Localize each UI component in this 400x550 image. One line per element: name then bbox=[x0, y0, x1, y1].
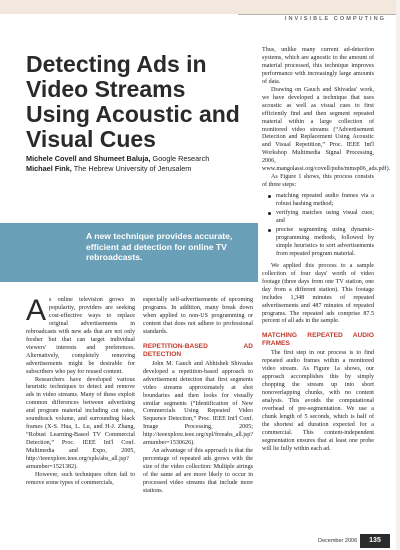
bullet-icon bbox=[268, 229, 271, 232]
author-affiliation-1: Google Research bbox=[150, 154, 210, 163]
paragraph: John M. Gauch and Abhishek Shivadas developed a repetition-based approach to advertisement detection that first segments video streams approximately at shot boundaries and then looks for visually similar segments (“Identification of New Commercials Using Repeated Video Sequence Detection,” Proc. IEEE Int'l Conf. Image Processing, 2005; http://ieeexplore.ieee.org/xpl/freeabs_all.jsp?arnumber=1530626). bbox=[143, 360, 254, 447]
author-line-1 bbox=[26, 154, 246, 164]
paragraph: The first step in our process is to find repeated audio frames within a monitored video stream. As Figure 1a shows, our approach accomplishes this by simply chopping the stream up into short nonoverlapping chunks, with no content analysis. This avoids the computational overhead of pre-segmentation. We use a chunk length of 5 seconds, which is half of the shortest ad duration expected for a commercial. This content-independent segmentation ensures that at least one probe will lie fully within each ad. bbox=[262, 350, 374, 452]
header-rule bbox=[238, 14, 400, 15]
list-item-text: precise segmenting using dynamic-programming methods, followed by simple heuristics to sort advertisements from repeated program material. bbox=[276, 226, 374, 257]
page-number: 135 bbox=[360, 534, 390, 548]
paragraph bbox=[26, 294, 135, 377]
author-affiliation-2: The Hebrew University of Jerusalem bbox=[71, 164, 192, 173]
author-block bbox=[26, 154, 246, 174]
top-color-band bbox=[0, 0, 400, 14]
callout-text: A new technique provides accurate, efficient ad detection for online TV rebroadcasts. bbox=[86, 231, 233, 263]
paragraph: However, such techniques often fail to remove some types of commercials, bbox=[26, 471, 135, 486]
paragraph-text: s online television grows in popularity, providers are seeking cost-effective ways to replace original advertisements in rebroadcasts with new ads that are not only fresher but that can target individual viewers' interests and preferences. Alternatively, completely removing advertisements might be desirable for subscribers who pay for reused content. bbox=[26, 297, 135, 375]
steps-list bbox=[262, 193, 374, 259]
list-item bbox=[276, 227, 374, 259]
footer-date: December 2006 bbox=[318, 538, 358, 544]
paragraph: Thus, unlike many current ad-detection systems, which are agnostic to the amount of material processed, this technique improves performance with increasingly large amounts of data. bbox=[262, 47, 374, 85]
author-line-2 bbox=[26, 164, 246, 174]
column-3 bbox=[262, 47, 391, 454]
summary-callout bbox=[0, 223, 258, 282]
paragraph: As Figure 1 shows, this process consists of three steps: bbox=[262, 174, 374, 189]
list-item bbox=[276, 193, 374, 209]
paragraph: Drawing on Gauch and Shivadas' work, we have developed a technique that uses acoustic as well as visual cues to first efficiently find and then segment repeated material within a large collection of monitored video streams (“Advertisement Detection and Replacement Using Acoustic and Visual Repetition,” Proc. IEEE Int'l Workshop Multimedia Signal Processing, 2006, www.mangolassi.org/covell/pubs/mmsp06_ads.pdf). bbox=[262, 86, 391, 173]
bullet-icon bbox=[268, 212, 271, 215]
article-title: Detecting Ads in Video Streams Using Acoustic and Visual Cues bbox=[26, 51, 240, 152]
paragraph: especially self-advertisements of upcoming programs. In addition, many break down when applied to non-US programming or content that does not adhere to professional standards. bbox=[143, 297, 253, 335]
section-label: INVISIBLE COMPUTING bbox=[284, 16, 386, 22]
paragraph: We applied this process to a sample collection of four days' worth of video footage (three days from one TV station, one day from a different station). This footage includes 1,348 minutes of repeated advertisements and 487 minutes of repeated programs. The repeated ads comprise 87.5 percent of all ads in the sample. bbox=[262, 262, 374, 325]
section-heading: MATCHING REPEATED AUDIO FRAMES bbox=[262, 332, 374, 348]
list-item bbox=[276, 210, 374, 226]
column-1 bbox=[26, 294, 135, 488]
column-2 bbox=[143, 297, 253, 496]
paragraph: An advantage of this approach is that the percentage of repeated ads grows with the size of the video collection: Multiple airings of the same ad are more likely to occur in processed video streams that include more stations. bbox=[143, 448, 253, 495]
paragraph: Researchers have developed various heuristic techniques to detect and remove ads in video streams. Many of these exploit common differences between advertising and program material including cut rates, soundtrack volume, and surrounding black frames (X-S. Hua, L. Lu, and H-J. Zhang, “Robust Learning-Based TV Commercial Detection,” Proc. IEEE Int'l Conf. Multimedia and Expo, 2005, http://ieeexplore.ieee.org/xpls/abs_all.jsp?arnumber=1521382). bbox=[26, 376, 135, 471]
author-names-1: Michele Covell and Shumeet Baluja, bbox=[26, 154, 151, 163]
bullet-icon bbox=[268, 195, 271, 198]
page-edge bbox=[396, 0, 400, 550]
author-names-2: Michael Fink, bbox=[26, 164, 72, 173]
list-item-text: matching repeated audio frames via a robust hashing method; bbox=[276, 193, 374, 208]
list-item-text: verifying matches using visual cues; and bbox=[276, 210, 374, 225]
drop-cap: A bbox=[26, 294, 47, 327]
section-heading: REPETITION-BASED AD DETECTION bbox=[143, 342, 253, 358]
